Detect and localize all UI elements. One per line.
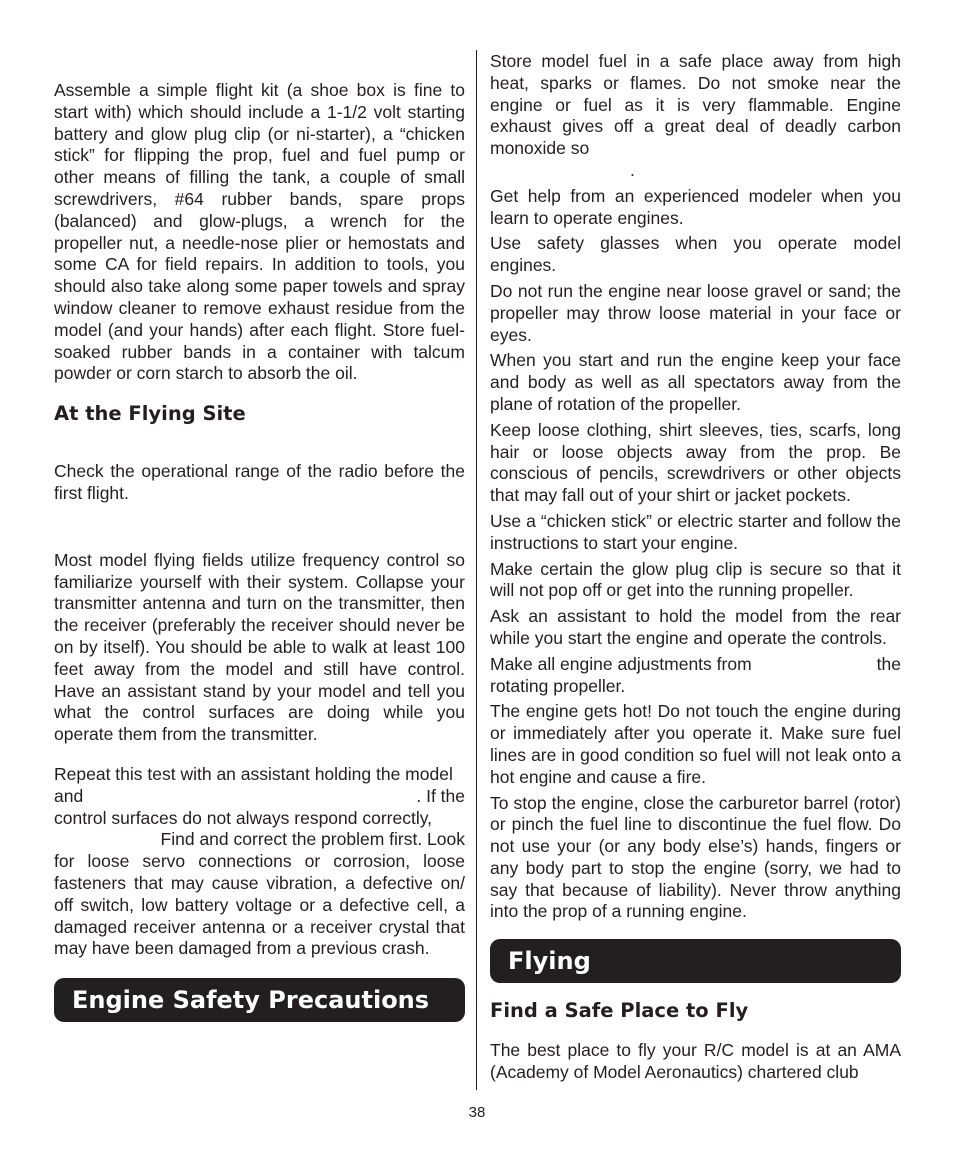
safety-glasses-paragraph: Use safety glasses when you operate model engines. <box>490 233 901 276</box>
page-number: 38 <box>468 1104 486 1121</box>
adjustments-start: Make all engine adjustments from <box>490 653 752 674</box>
frequency-control-paragraph: Most model flying fields utilize frequency control so familiarize yourself with their system. Collapse your transmitter antenna and turn on the transmitter, then the receiver (preferably the receiver should never be on by itself). You should be able to walk at least 100 feet away from the model and still have control. Have an assistant stand by your model and tell you what the control surfaces are doing while you operate them from the transmitter. <box>54 549 465 745</box>
repeat-line-4: Find and correct the problem first. Look <box>160 829 465 850</box>
repeat-line-1: Repeat this test with an assistant holding the model <box>54 763 453 784</box>
repeat-test-paragraph <box>54 764 465 960</box>
left-column <box>54 80 465 1022</box>
column-divider <box>476 50 477 1090</box>
repeat-line-3: control surfaces do not always respond correctly, <box>54 807 433 828</box>
flying-banner: Flying <box>490 939 901 983</box>
repeat-line-2-start: and <box>54 785 84 806</box>
flying-site-heading: At the Flying Site <box>54 402 246 426</box>
engine-hot-paragraph: The engine gets hot! Do not touch the engine during or immediately after you operate it. Make sure fuel lines are in good condition so fuel will not leak onto a hot engine and cause a fire. <box>490 701 901 787</box>
loose-clothing-paragraph: Keep loose clothing, shirt sleeves, ties, scarfs, long hair or loose objects away from the prop. Be conscious of pencils, screwdrivers or other objects that may fall out of your shirt or jacket pockets. <box>490 419 901 506</box>
stop-engine-paragraph: To stop the engine, close the carburetor barrel (rotor) or pinch the fuel line to discontinue the fuel flow. Do not use your (or any body else’s) hands, fingers or any body part to stop the engine (sorry, we had to say that because of liability). Never throw anything into the prop of a running engine. <box>490 792 901 922</box>
engine-safety-banner: Engine Safety Precautions <box>54 978 465 1022</box>
assistant-paragraph: Ask an assistant to hold the model from the rear while you start the engine and operate the controls. <box>490 606 901 648</box>
gravel-paragraph: Do not run the engine near loose gravel or sand; the propeller may throw loose material in your face or eyes. <box>490 280 901 345</box>
adjustments-line-2: rotating propeller. <box>490 675 626 696</box>
chicken-stick-paragraph: Use a “chicken stick” or electric starter and follow the instructions to start your engine. <box>490 510 901 553</box>
fuel-storage-paragraph: Store model fuel in a safe place away from high heat, sparks or flames. Do not smoke near the engine or fuel as it is very flammable. Engine exhaust gives off a great deal of deadly carbon monoxide so <box>490 51 901 159</box>
best-place-paragraph: The best place to fly your R/C model is at an AMA (Academy of Model Aeronautics) chartered club <box>490 1040 901 1083</box>
adjustments-line-1 <box>490 654 901 676</box>
glow-clip-paragraph: Make certain the glow plug clip is secure so that it will not pop off or get into the running propeller. <box>490 558 901 601</box>
adjustments-end: the <box>876 653 901 674</box>
right-column <box>490 51 901 1084</box>
repeat-line-2 <box>54 786 465 808</box>
range-check-paragraph: Check the operational range of the radio before the first flight. <box>54 461 465 503</box>
repeat-rest: for loose servo connections or corrosion, loose fasteners that may cause vibration, a defective on/ off switch, low battery voltage or a defective cell, a damaged receiver antenna or a receiver crystal that may have been damaged from a previous crash. <box>54 851 465 959</box>
safe-place-heading: Find a Safe Place to Fly <box>490 999 749 1023</box>
flight-kit-paragraph: Assemble a simple flight kit (a shoe box is fine to start with) which should include a 1-1/2 volt starting battery and glow plug clip (or ni-starter), a “chicken stick” for flipping the prop, fuel and fuel pump or other means of filling the tank, a couple of small screwdrivers, #64 rubber bands, spare props (balanced) and glow-plugs, a wrench for the propeller nut, a needle-nose plier or hemostats and some CA for field repairs. In addition to tools, you should also take along some paper towels and spray window cleaner to remove exhaust residue from the model (and your hands) after each flight. Store fuel-soaked rubber bands in a container with talcum powder or corn starch to absorb the oil. <box>54 80 465 384</box>
get-help-paragraph: Get help from an experienced modeler when you learn to operate engines. <box>490 185 901 228</box>
fuel-storage-period: . <box>630 159 635 180</box>
repeat-line-2-end: . If the <box>416 785 465 806</box>
keep-face-paragraph: When you start and run the engine keep your face and body as well as all spectators away from the plane of rotation of the propeller. <box>490 350 901 414</box>
